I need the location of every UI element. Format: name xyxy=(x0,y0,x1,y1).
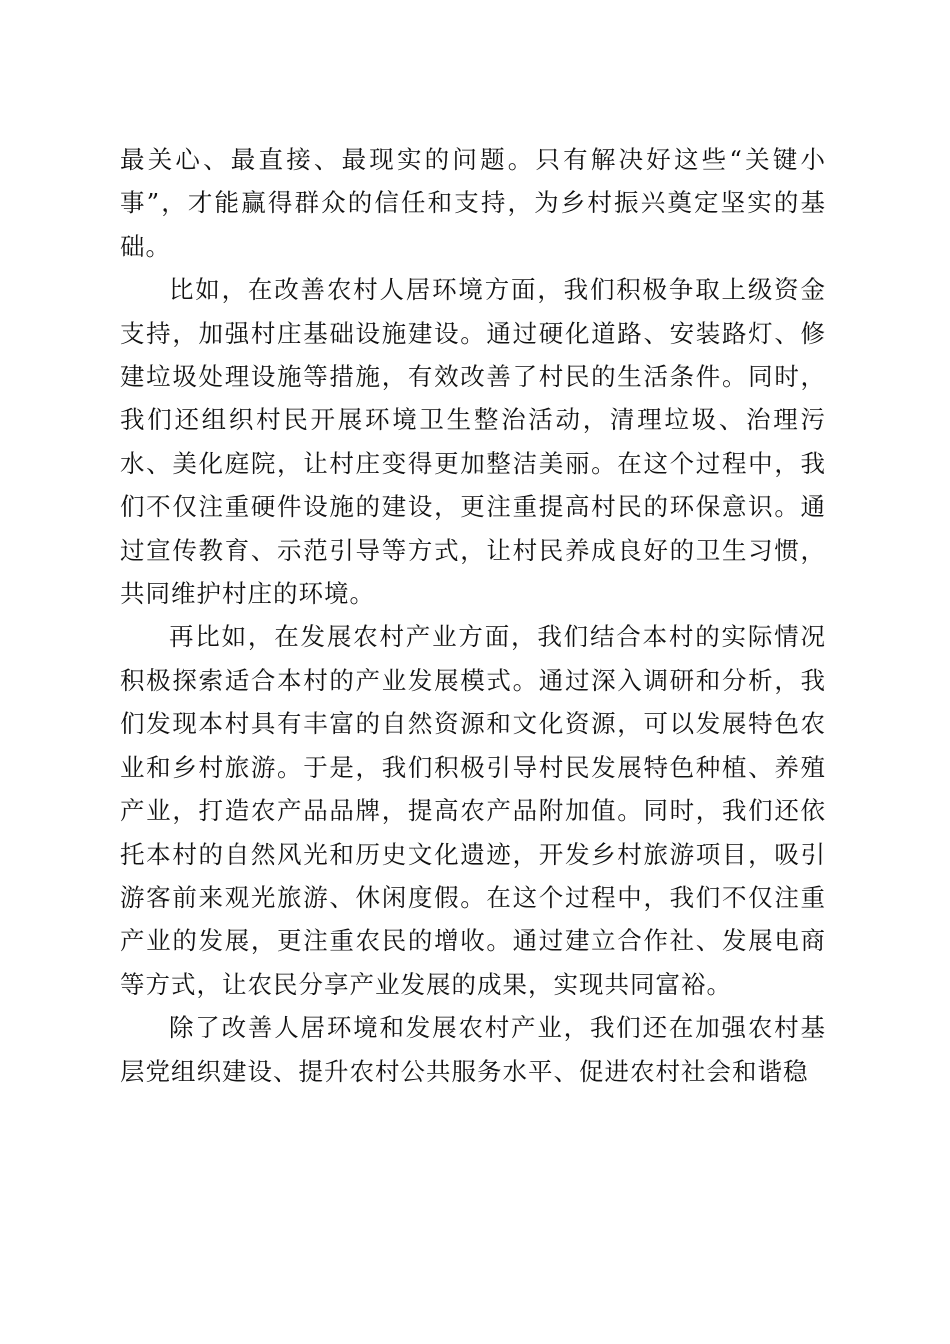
paragraph-living-environment: 比如，在改善农村人居环境方面，我们积极争取上级资金支持，加强村庄基础设施建设。通过硬化道路、安装路灯、修建垃圾处理设施等措施，有效改善了村民的生活条件。同时，我们还组织村民开展环境卫生整治活动，清理垃圾、治理污水、美化庭院，让村庄变得更加整洁美丽。在这个过程中，我们不仅注重硬件设施的建设，更注重提高村民的环保意识。通过宣传教育、示范引导等方式，让村民养成良好的卫生习惯，共同维护村庄的环境。 xyxy=(120,275,826,609)
paragraph-rural-industry: 再比如，在发展农村产业方面，我们结合本村的实际情况积极探索适合本村的产业发展模式。通过深入调研和分析，我们发现本村具有丰富的自然资源和文化资源，可以发展特色农业和乡村旅游。于是，我们积极引导村民发展特色种植、养殖产业，打造农产品品牌，提高农产品附加值。同时，我们还依托本村的自然风光和历史文化遗迹，开发乡村旅游项目，吸引游客前来观光旅游、休闲度假。在这个过程中，我们不仅注重产业的发展，更注重农民的增收。通过建立合作社、发展电商等方式，让农民分享产业发展的成果，实现共同富裕。 xyxy=(120,622,826,999)
document-body xyxy=(120,138,826,1093)
paragraph-continuation: 最关心、最直接、最现实的问题。只有解决好这些“关键小事”，才能赢得群众的信任和支持，为乡村振兴奠定坚实的基础。 xyxy=(120,145,826,261)
paragraph-other-work: 除了改善人居环境和发展农村产业，我们还在加强农村基层党组织建设、提升农村公共服务水平、促进农村社会和谐稳 xyxy=(120,1013,826,1086)
